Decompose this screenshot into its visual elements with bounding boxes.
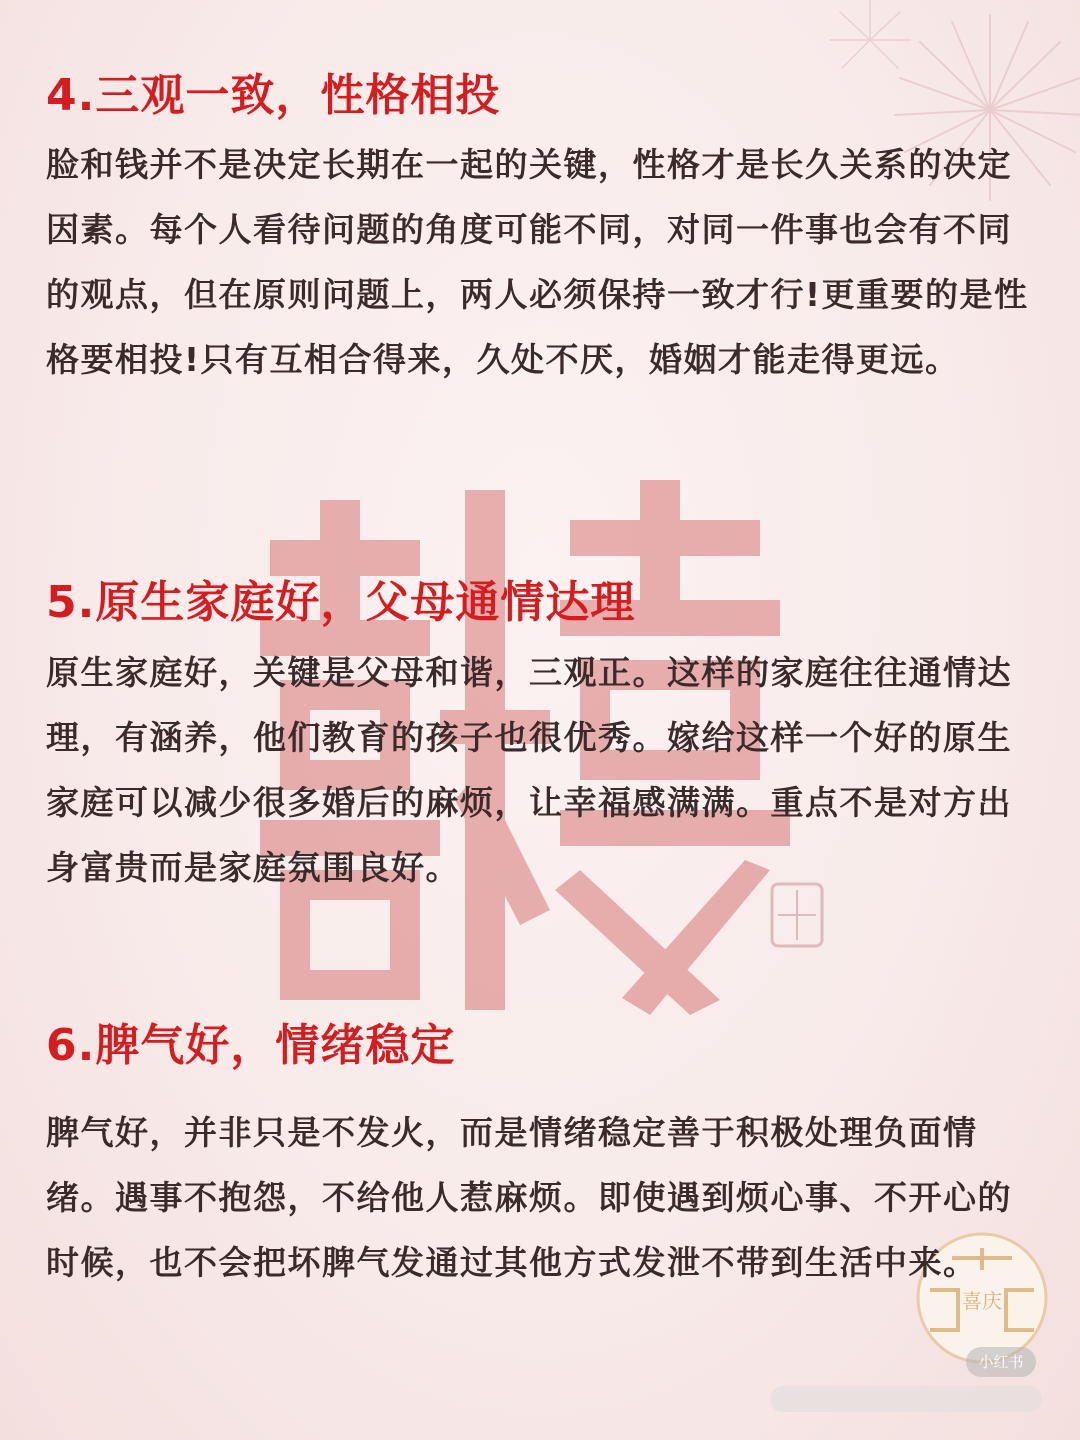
logo-text: 喜庆	[962, 1289, 1002, 1313]
section-6	[46, 1016, 1036, 1295]
user-watermark-tag	[770, 1386, 1042, 1412]
section-title: 5.原生家庭好，父母通情达理	[46, 577, 636, 628]
section-body: 脸和钱并不是决定长期在一起的关键，性格才是长久关系的决定因素。每个人看待问题的角度可能不同，对同一件事也会有不同的观点，但在原则问题上，两人必须保持一致才行!更重要的是性格要相投!只有互相合得来，久处不厌，婚姻才能走得更远。	[46, 145, 1029, 379]
section-5	[46, 573, 1036, 900]
section-title: 4.三观一致，性格相投	[46, 70, 501, 121]
section-body: 原生家庭好，关键是父母和谐，三观正。这样的家庭往往通情达理，有涵养，他们教育的孩子也很优秀。嫁给这样一个好的原生家庭可以减少很多婚后的麻烦，让幸福感满满。重点不是对方出身富贵而是家庭氛围良好。	[46, 653, 1012, 887]
platform-watermark-tag: 小红书	[966, 1347, 1036, 1377]
section-title: 6.脾气好，情绪稳定	[46, 1020, 456, 1071]
section-body: 脾气好，并非只是不发火，而是情绪稳定善于积极处理负面情绪。遇事不抱怨，不给他人惹麻烦。即使遇到烦心事、不开心的时候，也不会把坏脾气发通过其他方式发泄不带到生活中来。	[46, 1113, 1012, 1282]
section-4	[46, 66, 1036, 392]
